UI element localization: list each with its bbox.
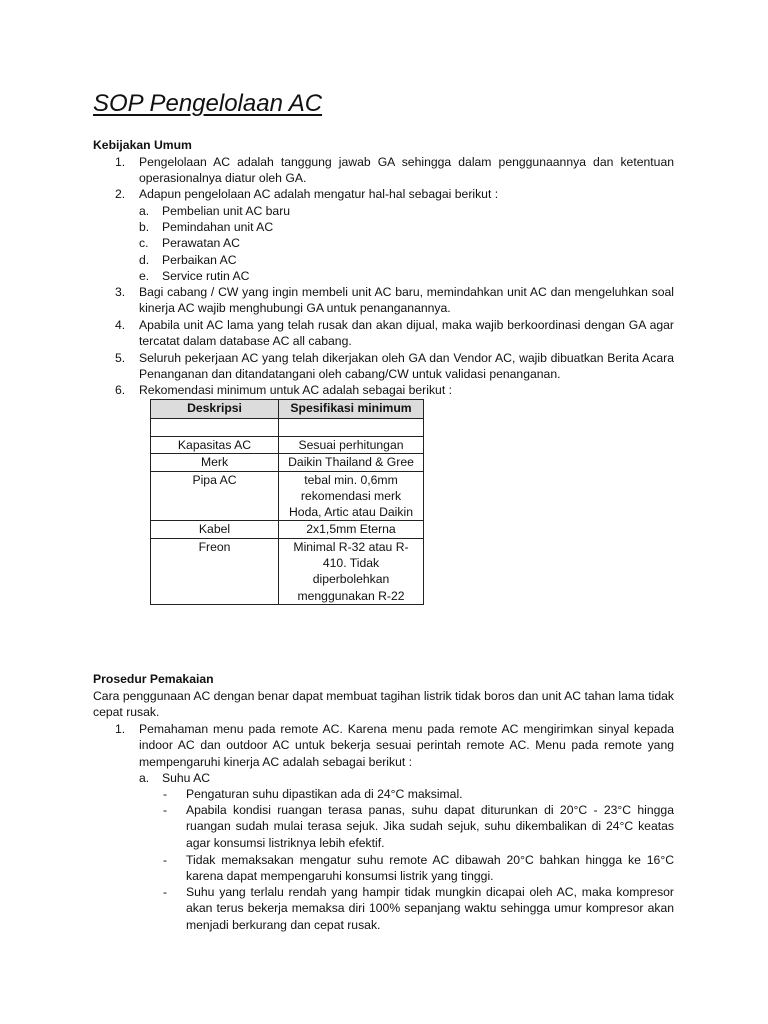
table-header-deskripsi: Deskripsi: [151, 400, 279, 419]
sub-list-item: a. Pembelian unit AC baru: [139, 204, 291, 218]
sub-list-item: c. Perawatan AC: [139, 236, 240, 250]
section-heading-kebijakan-umum: Kebijakan Umum: [93, 138, 192, 152]
table-header-row: [151, 400, 424, 419]
table-row: [151, 538, 424, 604]
document-title: SOP Pengelolaan AC: [93, 90, 323, 117]
section-intro: Cara penggunaan AC dengan benar dapat membuat tagihan listrik tidak boros dan unit AC tahan lama tidak cepat rusak.: [93, 689, 674, 720]
list-item-text: Rekomendasi minimum untuk AC adalah sebagai berikut :: [139, 383, 452, 397]
list-item: 2. Adapun pengelolaan AC adalah mengatur hal-hal sebagai berikut :: [115, 187, 499, 201]
ac-spec-table: [150, 399, 424, 605]
section-heading-prosedur-pemakaian: Prosedur Pemakaian: [93, 672, 214, 686]
table-row: [151, 471, 424, 521]
table-cell: Merk: [151, 454, 279, 471]
bullet-item: - Suhu yang terlalu rendah yang hampir tidak mungkin dicapai oleh AC, maka kompresor akan terus bekerja memaksa diri 100% sepanjang waktu sehingga umur kompresor akan menjadi berkurang dan cepat rusak.: [163, 885, 674, 932]
sub-list-item: a. Suhu AC: [139, 771, 211, 785]
list-item: 1. Pengelolaan AC adalah tanggung jawab GA sehingga dalam penggunaannya dan ketentuan operasionalnya diatur oleh GA.: [115, 155, 674, 186]
list-item: 3. Bagi cabang / CW yang ingin membeli unit AC baru, memindahkan unit AC dan mengeluhkan soal kinerja AC wajib menghubungi GA untuk penanganannya.: [115, 285, 674, 316]
list-item-text: Bagi cabang / CW yang ingin membeli unit AC baru, memindahkan unit AC dan mengeluhkan soal kinerja AC wajib menghubungi GA untuk penanganannya.: [139, 285, 674, 316]
table-cell: Kabel: [151, 521, 279, 538]
table-row: [151, 437, 424, 454]
table-cell: tebal min. 0,6mm rekomendasi merk Hoda, Artic atau Daikin: [279, 471, 424, 521]
list-item-text: Apabila unit AC lama yang telah rusak dan akan dijual, maka wajib berkoordinasi dengan GA agar tercatat dalam database AC all cabang.: [139, 318, 674, 349]
table-row: [151, 521, 424, 538]
sub-list-item: b. Pemindahan unit AC: [139, 220, 274, 234]
table-cell: Sesuai perhitungan: [279, 437, 424, 454]
table-cell: Pipa AC: [151, 471, 279, 521]
list-item-text: Seluruh pekerjaan AC yang telah dikerjakan oleh GA dan Vendor AC, wajib dibuatkan Berita Acara Penanganan dan ditandatangani oleh cabang/CW untuk validasi penanganan.: [139, 351, 674, 382]
bullet-item: - Pengaturan suhu dipastikan ada di 24°C maksimal.: [163, 787, 463, 801]
table-cell: Daikin Thailand & Gree: [279, 454, 424, 471]
sub-list-item: e. Service rutin AC: [139, 269, 250, 283]
sub-list-item: d. Perbaikan AC: [139, 253, 237, 267]
list-item: 5. Seluruh pekerjaan AC yang telah dikerjakan oleh GA dan Vendor AC, wajib dibuatkan Berita Acara Penanganan dan ditandatangani oleh cabang/CW untuk validasi penanganan.: [115, 351, 674, 382]
table-header-spesifikasi: Spesifikasi minimum: [279, 400, 424, 419]
list-item: 1. Pemahaman menu pada remote AC. Karena menu pada remote AC mengirimkan sinyal kepada indoor AC dan outdoor AC untuk bekerja sesuai perintah remote AC. Menu pada remote yang mempengaruhi kinerja AC adalah sebagai berikut :: [115, 722, 674, 769]
list-item-text: Pemahaman menu pada remote AC. Karena menu pada remote AC mengirimkan sinyal kepada indoor AC dan outdoor AC untuk bekerja sesuai perintah remote AC. Menu pada remote yang mempengaruhi kinerja AC adalah sebagai berikut :: [139, 722, 674, 769]
table-cell: Minimal R-32 atau R-410. Tidak diperbolehkan menggunakan R-22: [279, 538, 424, 604]
table-cell: [151, 419, 279, 437]
list-item: 6. Rekomendasi minimum untuk AC adalah sebagai berikut :: [115, 383, 452, 397]
table-cell: [279, 419, 424, 437]
list-item-text: Adapun pengelolaan AC adalah mengatur hal-hal sebagai berikut :: [139, 187, 499, 201]
list-item: 4. Apabila unit AC lama yang telah rusak dan akan dijual, maka wajib berkoordinasi dengan GA agar tercatat dalam database AC all cabang.: [115, 318, 674, 349]
list-item-text: Pengelolaan AC adalah tanggung jawab GA sehingga dalam penggunaannya dan ketentuan operasionalnya diatur oleh GA.: [139, 155, 674, 186]
table-cell: Freon: [151, 538, 279, 604]
bullet-item: - Tidak memaksakan mengatur suhu remote AC dibawah 20°C bahkan hingga ke 16°C karena dapat mempengaruhi konsumsi listrik yang tinggi.: [163, 853, 674, 884]
table-cell: Kapasitas AC: [151, 437, 279, 454]
table-row: [151, 454, 424, 471]
table-row: [151, 419, 424, 437]
table-cell: 2x1,5mm Eterna: [279, 521, 424, 538]
bullet-item: - Apabila kondisi ruangan terasa panas, suhu dapat diturunkan di 20°C - 23°C hingga ruangan sudah mulai terasa sejuk. Jika sudah sejuk, suhu dikembalikan di 24°C keatas agar konsumsi listriknya lebih efektif.: [163, 803, 674, 850]
